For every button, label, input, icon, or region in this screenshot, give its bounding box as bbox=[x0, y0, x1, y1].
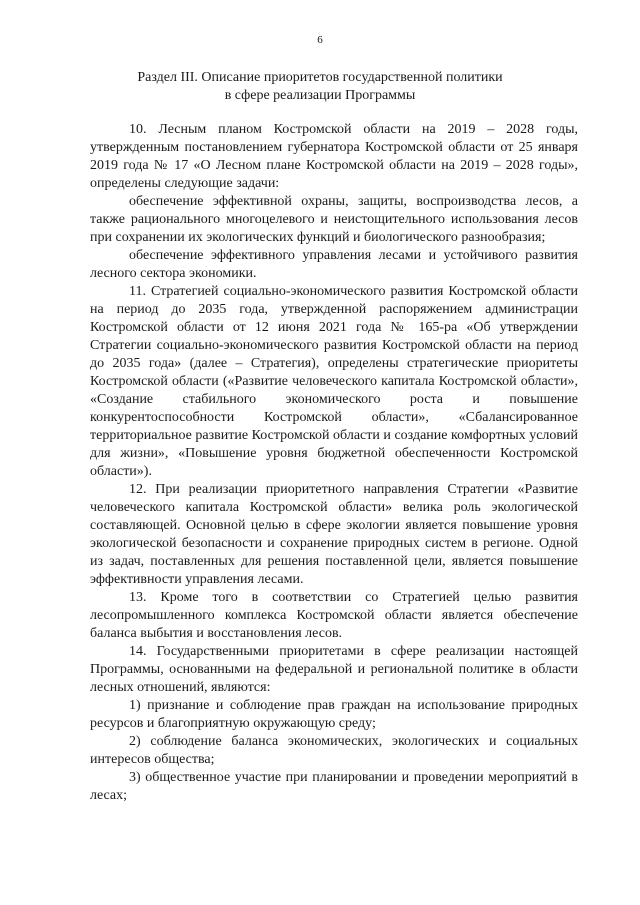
paragraph-11-strategy: 11. Стратегией социально-экономического развития Костромской области на период до 2035 года, утвержденной распоряжением администрации Костромской области от 12 июня 2021 года № 165-ра «Об утверждении Стратегии социально-экономического развития Костромской области на период до 2035 года» (далее – Стратегия), определены стратегические приоритеты Костромской области («Развитие человеческого капитала Костромской области», «Создание стабильного экономического роста и повышение конкурентоспособности Костромской области», «Сбалансированное территориальное развитие Костромской области и создание комфортных условий для жизни», «Повышение уровня бюджетной обеспеченности Костромской области»). bbox=[90, 284, 578, 479]
paragraph-13-timber-industry: 13. Кроме того в соответствии со Стратегией целью развития лесопромышленного комплекса Костромской области является обеспечение баланса выбытия и восстановления лесов. bbox=[90, 590, 578, 641]
paragraph-priority-2: 2) соблюдение баланса экономических, экологических и социальных интересов общества; bbox=[90, 734, 578, 767]
paragraph-priority-3: 3) общественное участие при планировании и проведении мероприятий в лесах; bbox=[90, 770, 578, 803]
paragraph-14-priorities: 14. Государственными приоритетами в сфере реализации настоящей Программы, основанными на федеральной и региональной политике в области лесных отношений, являются: bbox=[90, 644, 578, 695]
section-title bbox=[120, 69, 520, 105]
section-title-line-1: Раздел III. Описание приоритетов государственной политики bbox=[137, 70, 503, 85]
section-title-line-2: в сфере реализации Программы bbox=[224, 88, 416, 103]
body-text bbox=[90, 121, 578, 805]
paragraph-10-forest-plan: 10. Лесным планом Костромской области на 2019 – 2028 годы, утвержденным постановлением губернатора Костромской области от 25 января 2019 года № 17 «О Лесном плане Костромской области на 2019 – 2028 годы», определены следующие задачи: bbox=[90, 122, 578, 191]
page-number: 6 bbox=[317, 34, 323, 46]
paragraph-task-forest-protection: обеспечение эффективной охраны, защиты, воспроизводства лесов, а также рационального многоцелевого и неистощительного использования лесов при сохранении их экологических функций и биологического разнообразия; bbox=[90, 194, 578, 245]
paragraph-12-human-capital: 12. При реализации приоритетного направления Стратегии «Развитие человеческого капитала Костромской области» велика роль экологической составляющей. Основной целью в сфере экологии является повышение уровня экологической безопасности и сохранение природных систем в регионе. Одной из задач, поставленных для решения поставленной цели, является повышение эффективности управления лесами. bbox=[90, 482, 578, 587]
paragraph-task-forest-management: обеспечение эффективного управления лесами и устойчивого развития лесного сектора экономики. bbox=[90, 248, 578, 281]
paragraph-priority-1: 1) признание и соблюдение прав граждан на использование природных ресурсов и благоприятную окружающую среду; bbox=[90, 698, 578, 731]
